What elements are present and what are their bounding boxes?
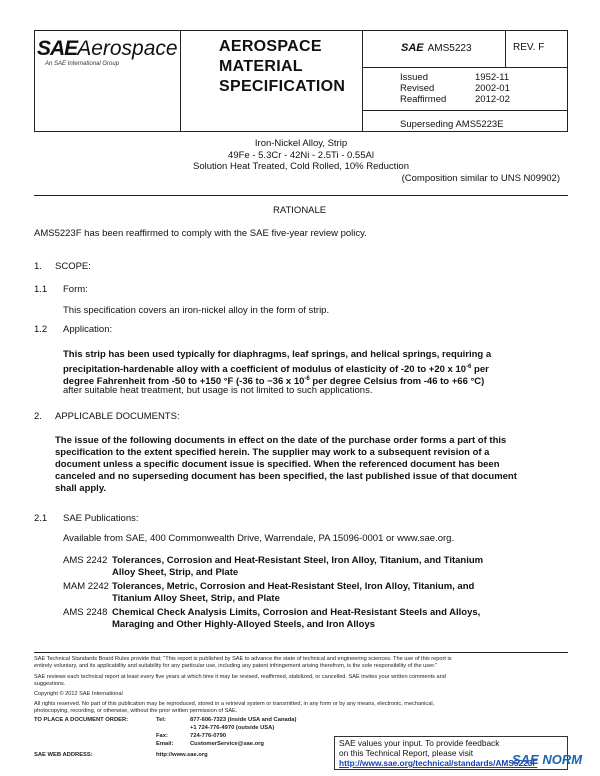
document-dates: Issued 1952-11 Revised 2002-01 Reaffirmed 2012-02 <box>400 72 510 105</box>
superseding-note: Superseding AMS5223E <box>400 119 504 130</box>
ref-title: Titanium Alloy Sheet, Strip, and Plate <box>112 593 280 604</box>
revision-label: REV. F <box>513 42 545 53</box>
logo-subtitle: An SAE International Group <box>45 61 120 67</box>
rationale-heading: RATIONALE <box>273 205 327 216</box>
ref-code: AMS 2248 <box>63 607 108 618</box>
ref-title: Alloy Sheet, Strip, and Plate <box>112 567 239 578</box>
order-email[interactable]: CustomerService@sae.org <box>190 741 264 747</box>
header-divider <box>505 31 506 67</box>
sae-publications-text: Available from SAE, 400 Commonwealth Drive, Warrendale, PA 15096-0001 or www.sae.org. <box>63 533 455 544</box>
sae-aerospace-logo: SAEAerospace <box>37 37 178 60</box>
section-title-form: Form: <box>63 284 88 295</box>
rationale-text: AMS5223F has been reaffirmed to comply with the SAE five-year review policy. <box>34 228 367 239</box>
ref-code: AMS 2242 <box>63 555 108 566</box>
footer-separator <box>34 652 568 653</box>
document-number: SAE AMS5223 <box>401 42 472 54</box>
section-title-scope: SCOPE: <box>55 261 91 272</box>
section-title-application: Application: <box>63 324 113 335</box>
ref-title: Tolerances, Corrosion and Heat-Resistant Steel, Iron Alloy, Titanium, and Titanium <box>112 555 484 566</box>
web-label: SAE WEB ADDRESS: <box>34 752 93 758</box>
order-fax: 724-776-0790 <box>190 733 227 739</box>
section-number: 2.1 <box>34 513 48 524</box>
feedback-box: SAE values your input. To provide feedback on this Technical Report, please visit http://www.sae.org/technical/standards/AMS5223F <box>334 736 568 770</box>
ref-title: Tolerances, Metric, Corrosion and Heat-Resistant Steel, Iron Alloy, Titanium, and <box>112 581 475 592</box>
feedback-link[interactable]: http://www.sae.org/technical/standards/AMS5223F <box>339 758 538 768</box>
section-number: 1.2 <box>34 324 48 335</box>
document-type-title: AEROSPACE MATERIAL SPECIFICATION <box>219 38 346 95</box>
section-title-applicable-documents: APPLICABLE DOCUMENTS: <box>55 411 180 422</box>
section-number: 1.1 <box>34 284 48 295</box>
order-phone: 877-606-7323 (inside USA and Canada) <box>190 717 297 723</box>
section-number: 1. <box>34 261 42 272</box>
section-number: 2. <box>34 411 42 422</box>
ref-code: MAM 2242 <box>63 581 109 592</box>
ref-title: Maraging and Other Highly-Alloyed Steels, and Iron Alloys <box>112 619 376 630</box>
material-subject: Iron-Nickel Alloy, Strip 49Fe - 5.3Cr - 42Ni - 2.5Ti - 0.55Al Solution Heat Treated, Cold Rolled, 10% Reduction (Composition similar to UNS N09902) <box>193 138 560 184</box>
header-divider <box>180 31 181 131</box>
header-divider <box>362 31 363 131</box>
section-title-sae-publications: SAE Publications: <box>63 513 139 524</box>
order-phone-intl: +1 724-776-4970 (outside USA) <box>190 725 275 731</box>
form-text: This specification covers an iron-nickel alloy in the form of strip. <box>63 305 330 316</box>
sae-norm-watermark: SAE NORM <box>512 752 583 767</box>
header-divider <box>362 67 568 68</box>
subject-separator <box>34 195 568 196</box>
web-address[interactable]: http://www.sae.org <box>156 752 208 758</box>
ref-title: Chemical Check Analysis Limits, Corrosion and Heat-Resistant Steels and Alloys, <box>112 607 481 618</box>
order-label: TO PLACE A DOCUMENT ORDER: <box>34 717 129 723</box>
header-divider <box>362 110 568 111</box>
header-box <box>34 30 568 132</box>
